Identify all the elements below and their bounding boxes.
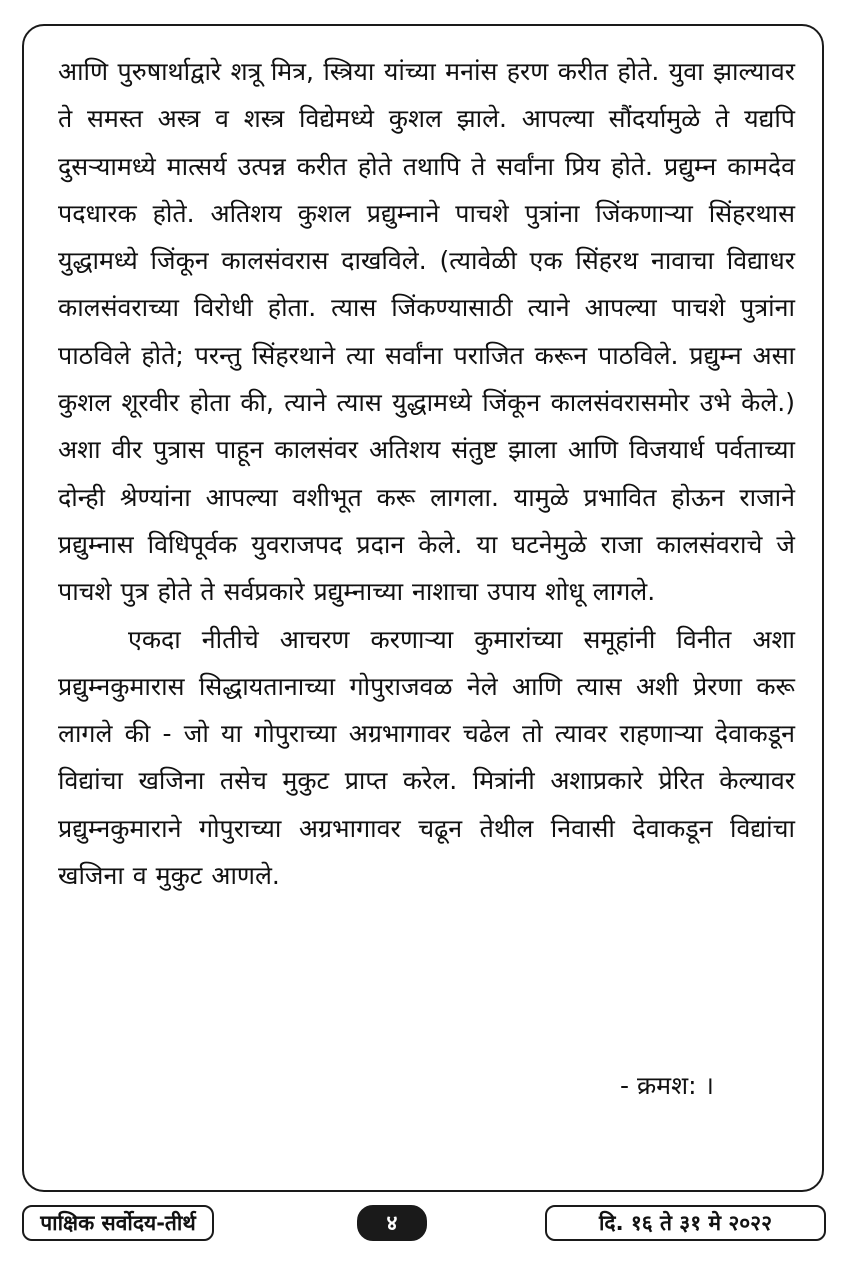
continued-note: - क्रमश: । [620, 1071, 714, 1100]
paragraph-1: आणि पुरुषार्थाद्वारे शत्रू मित्र, स्त्रिया यांच्या मनांस हरण करीत होते. युवा झाल्यावर ते समस्त अस्त्र व शस्त्र विद्येमध्ये कुशल झाले. आपल्या सौंदर्यामुळे ते यद्यपि दुसऱ्यामध्ये मात्सर्य उत्पन्न करीत होते तथापि ते सर्वांना प्रिय होते. प्रद्युम्न कामदेव पदधारक होते. अतिशय कुशल प्रद्युम्नाने पाचशे पुत्रांना जिंकणाऱ्या सिंहरथास युद्धामध्ये जिंकून कालसंवरास दाखविले. (त्यावेळी एक सिंहरथ नावाचा विद्याधर कालसंवराच्या विरोधी होता. त्यास जिंकण्यासाठी त्याने आपल्या पाचशे पुत्रांना पाठविले होते; परन्तु सिंहरथाने त्या सर्वांना पराजित करून पाठविले. प्रद्युम्न असा कुशल शूरवीर होता की, त्याने त्यास युद्धामध्ये जिंकून कालसंवरासमोर उभे केले.) अशा वीर पुत्रास पाहून कालसंवर अतिशय संतुष्ट झाला आणि विजयार्ध पर्वताच्या दोन्ही श्रेण्यांना आपल्या वशीभूत करू लागला. यामुळे प्रभावित होऊन राजाने प्रद्युम्नास विधिपूर्वक युवराजपद प्रदान केले. या घटनेमुळे राजा कालसंवराचे जे पाचशे पुत्र होते ते सर्वप्रकारे प्रद्युम्नाच्या नाशाचा उपाय शोधू लागले. [58, 57, 795, 607]
paragraph-2: एकदा नीतीचे आचरण करणाऱ्या कुमारांच्या समूहांनी विनीत अशा प्रद्युम्नकुमारास सिद्धायतानाच्या गोपुराजवळ नेले आणि त्यास अशी प्रेरणा करू लागले की - जो या गोपुराच्या अग्रभागावर चढेल तो त्यावर राहणाऱ्या देवाकडून विद्यांचा खजिना तसेच मुकुट प्राप्त करेल. मित्रांनी अशाप्रकारे प्रेरित केल्यावर प्रद्युम्नकुमाराने गोपुराच्या अग्रभागावर चढून तेथील निवासी देवाकडून विद्यांचा खजिना व मुकुट आणले. [58, 624, 795, 891]
article-body [58, 48, 795, 899]
footer-publication-name: पाक्षिक सर्वोदय-तीर्थ [22, 1205, 214, 1241]
footer-issue-date: दि. १६ ते ३१ मे २०२२ [545, 1205, 826, 1241]
footer-page-number: ४ [357, 1205, 427, 1241]
